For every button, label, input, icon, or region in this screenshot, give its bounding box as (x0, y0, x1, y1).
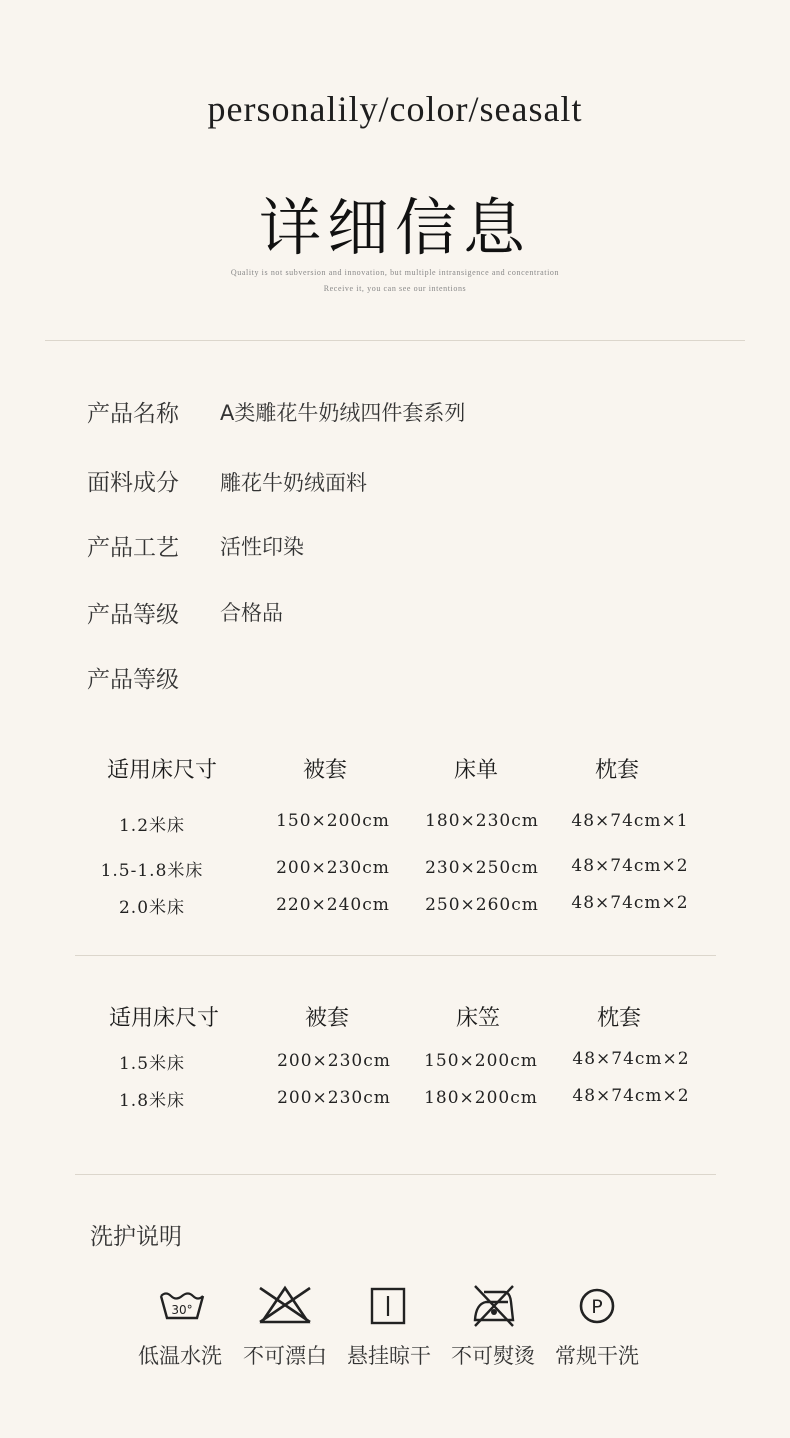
care-label-wash: 低温水洗 (138, 1344, 222, 1368)
table2-row2-fitted: 180×200cm (424, 1088, 538, 1108)
table2-row2-duvet: 200×230cm (277, 1088, 391, 1108)
care-label-dry: 悬挂晾干 (347, 1344, 431, 1368)
care-title: 洗护说明 (90, 1224, 182, 1250)
care-label-bleach: 不可漂白 (243, 1344, 327, 1368)
info-label-grade-2: 产品等级 (87, 667, 179, 693)
table2-row1-duvet: 200×230cm (277, 1051, 391, 1071)
tagline: personalily/color/seasalt (207, 89, 583, 129)
table1-row1-sheet: 180×230cm (425, 811, 539, 831)
table1-row3-sheet: 250×260cm (425, 895, 539, 915)
info-value-craft: 活性印染 (220, 535, 304, 559)
hang-dry-icon (366, 1286, 416, 1330)
dry-clean-letter: P (591, 1296, 603, 1318)
info-label-name: 产品名称 (87, 401, 179, 427)
info-label-fabric: 面料成分 (87, 470, 179, 496)
care-divider (75, 1174, 716, 1175)
table-divider (75, 955, 716, 956)
table2-header-duvet: 被套 (304, 1006, 349, 1031)
table1-header-size: 适用床尺寸 (106, 758, 217, 783)
table1-header-sheet: 床单 (453, 758, 498, 783)
page-title: 详细信息 (258, 191, 531, 264)
table1-row2-size: 1.5-1.8米床 (100, 861, 204, 881)
table2-row1-pillow: 48×74cm×2 (572, 1049, 690, 1069)
subtitle-line-2: Receive it, you can see our intentions (323, 284, 467, 293)
table1-header-duvet: 被套 (302, 758, 347, 783)
table1-row1-size: 1.2米床 (118, 816, 186, 836)
table1-row2-sheet: 230×250cm (425, 858, 539, 878)
care-label-dryclean: 常规干洗 (555, 1344, 639, 1368)
header-divider (45, 340, 745, 341)
table2-row2-pillow: 48×74cm×2 (572, 1086, 690, 1106)
info-value-grade: 合格品 (220, 601, 283, 625)
care-label-iron: 不可熨烫 (451, 1344, 535, 1368)
table1-header-pillow: 枕套 (594, 758, 639, 783)
table1-row3-size: 2.0米床 (118, 898, 186, 918)
table2-row1-size: 1.5米床 (118, 1054, 186, 1074)
subtitle-line-1: Quality is not subversion and innovation, but multiple intransigence and concentration (230, 268, 560, 277)
table2-row1-fitted: 150×200cm (424, 1051, 538, 1071)
info-value-fabric: 雕花牛奶绒面料 (220, 471, 367, 495)
table1-row3-pillow: 48×74cm×2 (571, 893, 689, 913)
no-bleach-icon (258, 1284, 308, 1328)
table2-row2-size: 1.8米床 (118, 1091, 186, 1111)
table1-row2-duvet: 200×230cm (276, 858, 390, 878)
table2-header-size: 适用床尺寸 (108, 1006, 219, 1031)
info-label-grade: 产品等级 (87, 602, 179, 628)
wash-30-icon (157, 1286, 207, 1330)
table1-row1-pillow: 48×74cm×1 (571, 811, 689, 831)
info-value-name: A类雕花牛奶绒四件套系列 (220, 401, 466, 425)
no-iron-icon (470, 1284, 520, 1328)
dry-clean-p-icon (573, 1286, 623, 1330)
info-label-craft: 产品工艺 (87, 535, 179, 561)
table1-row3-duvet: 220×240cm (276, 895, 390, 915)
table2-header-fitted: 床笠 (455, 1006, 500, 1031)
table1-row2-pillow: 48×74cm×2 (571, 856, 689, 876)
wash-temp-text: 30° (171, 1303, 193, 1317)
table2-header-pillow: 枕套 (596, 1006, 641, 1031)
table1-row1-duvet: 150×200cm (276, 811, 390, 831)
